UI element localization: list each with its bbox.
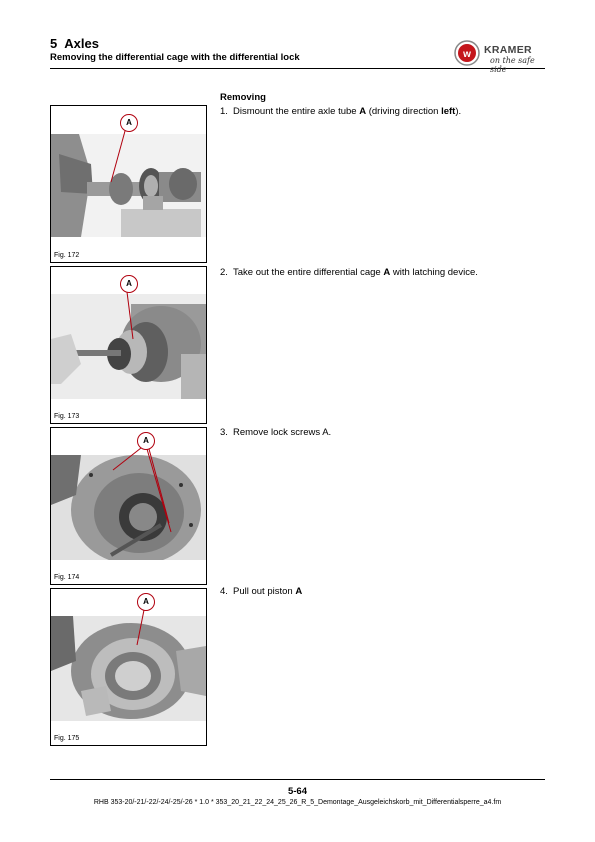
chapter-heading <box>50 36 99 51</box>
step-number: 1. <box>220 106 228 117</box>
figure-label: Fig. 175 <box>54 735 80 742</box>
figure-label: Fig. 173 <box>54 413 80 420</box>
step-3 <box>220 427 545 438</box>
footer-divider <box>50 779 545 780</box>
step-4 <box>220 586 545 597</box>
step-ref: A <box>383 267 391 278</box>
figure-label: Fig. 174 <box>54 574 80 581</box>
step-text: Pull out piston <box>233 586 296 597</box>
step-number: 2. <box>220 267 228 278</box>
step-text: ). <box>455 106 462 117</box>
step-1 <box>220 106 545 117</box>
header-divider <box>50 68 545 69</box>
figure-photo <box>51 616 206 721</box>
figure-174 <box>50 427 207 585</box>
section-heading: Removing <box>220 92 266 103</box>
step-ref: A <box>295 586 303 597</box>
step-text: Dismount the entire axle tube <box>233 106 360 117</box>
figure-173 <box>50 266 207 424</box>
logo-text: KRAMER <box>484 44 532 56</box>
svg-text:w: w <box>463 49 471 60</box>
step-text: with latching device. <box>390 267 478 278</box>
step-text: (driving direction <box>366 106 442 117</box>
figure-172 <box>50 105 207 263</box>
figure-photo <box>51 294 206 399</box>
step-text: Take out the entire differential cage <box>233 267 384 278</box>
step-2 <box>220 267 545 278</box>
step-ref: A <box>359 106 367 117</box>
figure-label: Fig. 172 <box>54 252 80 259</box>
callout-a: A <box>137 432 155 450</box>
figure-photo <box>51 134 206 237</box>
figure-photo <box>51 455 206 560</box>
page-subtitle: Removing the differential cage with the differential lock <box>50 52 300 63</box>
figure-175 <box>50 588 207 746</box>
step-number: 3. <box>220 427 228 438</box>
callout-a: A <box>137 593 155 611</box>
chapter-number: 5 <box>50 36 58 51</box>
kramer-logo <box>452 38 552 74</box>
page-number: 5-64 <box>287 786 307 797</box>
document-reference: RHB 353-20/-21/-22/-24/-25/-26 * 1.0 * 353_20_21_22_24_25_26_R_5_Demontage_Ausgeleichskorb_mit_Differentialsperre_a4.fm <box>93 799 502 806</box>
logo-tagline: on the safe side <box>490 56 535 74</box>
callout-a: A <box>120 275 138 293</box>
step-text: Remove lock screws A. <box>233 427 332 438</box>
callout-a: A <box>120 114 138 132</box>
chapter-title: Axles <box>64 36 99 51</box>
step-emphasis: left <box>441 106 456 117</box>
kramer-logo-icon <box>454 40 480 66</box>
step-number: 4. <box>220 586 228 597</box>
